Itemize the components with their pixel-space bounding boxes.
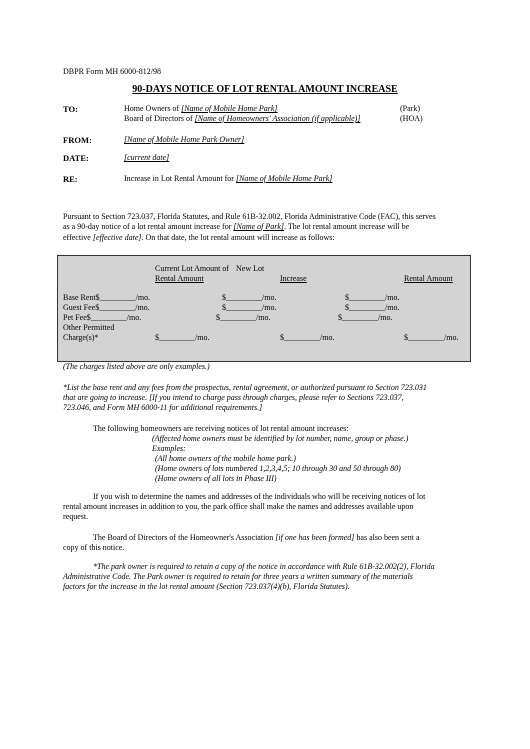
date-label: DATE:	[63, 153, 89, 163]
intro-line-2-suffix: . The lot rental amount increase will be	[284, 222, 410, 231]
guest-fee-new-field[interactable]: $_________/mo.	[345, 303, 400, 312]
pet-fee-new-field[interactable]: $_________/mo.	[338, 313, 393, 322]
row-label-base-rent: Base Rent	[63, 293, 96, 302]
board-formed-field[interactable]: [if one has been formed]	[275, 533, 355, 542]
list-footnote-line-1: *List the base rent and any fees from the prospectus, rental agreement, or authorized pursuant to Section 723.031	[63, 383, 427, 392]
board-line-1	[93, 533, 420, 543]
determine-line-1: If you wish to determine the names and addresses of the individuals who will be receiving notices of lot	[93, 492, 426, 501]
hoa-name-field[interactable]: [Name of Homeowners' Association (if applicable)]	[194, 114, 361, 123]
table-row	[63, 313, 141, 323]
homeowners-example-3: (Home owners of all lots in Phase III)	[155, 474, 277, 483]
col-new-head-1: New Lot	[236, 264, 265, 273]
page-title: 90-DAYS NOTICE OF LOT RENTAL AMOUNT INCREASE	[132, 84, 398, 95]
retain-line-3: factors for the increase in the lot rental amount (Section 723.037(4)(b), Florida Statutes).	[63, 582, 350, 591]
re-prefix: Increase in Lot Rental Amount for	[124, 174, 236, 183]
pet-fee-current-field[interactable]: $_________/mo.	[86, 313, 142, 322]
table-row	[63, 303, 150, 313]
homeowners-line-2: (Affected home owners must be identified by lot number, name, group or phase.)	[152, 434, 409, 443]
board-suffix: has also been sent a	[354, 533, 420, 542]
re-label: RE:	[63, 174, 78, 184]
to-line-park	[124, 104, 278, 114]
homeowners-line-1: The following homeowners are receiving notices of lot rental amount increases:	[93, 424, 349, 433]
determine-line-2: rental amount increases in addition to you, the park office shall make the names and addresses available upon	[63, 502, 414, 511]
park-name-field[interactable]: [Name of Mobile Home Park]	[181, 104, 278, 113]
to-line-hoa	[124, 114, 360, 124]
to-hoa-suffix: (HOA)	[400, 114, 423, 123]
intro-line-3	[63, 233, 335, 243]
board-line-2: copy of this notice.	[63, 543, 125, 552]
homeowners-example-2: (Home owners of lots numbered 1,2,3,4,5; 10 through 30 and 50 through 80)	[155, 464, 401, 473]
list-footnote-line-2: that are going to increase. [If you intend to charge pass through charges, please refer to Sections 723.037,	[63, 393, 404, 402]
row-label-pet-fee: Pet Fee	[63, 313, 87, 322]
current-date-field[interactable]: [current date]	[124, 153, 170, 162]
retain-line-1: *The park owner is required to retain a copy of the notice in accordance with Rule 61B-32.002(2), Florida	[93, 562, 435, 571]
row-label-other-2: Charge(s)*	[63, 333, 99, 342]
intro-line-1: Pursuant to Section 723.037, Florida Statutes, and Rule 61B-32.002, Florida Administrative Code (FAC), this serves	[63, 212, 436, 221]
pet-fee-increase-field[interactable]: $_________/mo.	[216, 313, 271, 322]
table-row	[63, 293, 150, 303]
col-rental-head: Rental Amount	[404, 274, 453, 283]
row-label-guest-fee: Guest Fee	[63, 303, 96, 312]
re-line	[124, 174, 332, 184]
guest-fee-increase-field[interactable]: $_________/mo.	[222, 303, 277, 312]
other-new-field[interactable]: $_________/mo.	[404, 333, 459, 342]
park-owner-field[interactable]: [Name of Mobile Home Park Owner]	[124, 135, 245, 144]
to-park-prefix: Home Owners of	[124, 104, 182, 113]
other-increase-field[interactable]: $_________/mo.	[280, 333, 335, 342]
homeowners-example-1: (All home owners of the mobile home park.)	[155, 454, 296, 463]
list-footnote-line-3: 723.046, and Form MH 6000-11 for additional requirements.]	[63, 403, 263, 412]
base-rent-increase-field[interactable]: $_________/mo.	[222, 293, 277, 302]
intro-line-2	[63, 222, 409, 232]
retain-line-2: Administrative Code. The Park owner is required to retain for three years a written summary of the materials	[63, 572, 413, 581]
col-current-head-1: Current Lot Amount of	[155, 264, 229, 273]
intro-line-3-prefix: effective	[63, 233, 93, 242]
board-prefix: The Board of Directors of the Homeowner's Association	[93, 533, 276, 542]
guest-fee-current-field[interactable]: $_________/mo.	[95, 303, 150, 312]
base-rent-current-field[interactable]: $_________/mo.	[95, 293, 151, 302]
intro-line-2-prefix: as a 90-day notice of a lot rental amount increase for	[63, 222, 234, 231]
to-hoa-prefix: Board of Directors of	[124, 114, 195, 123]
col-increase-head: Increase	[280, 274, 307, 283]
other-current-field[interactable]: $_________/mo.	[155, 333, 210, 342]
to-park-suffix: (Park)	[400, 104, 420, 113]
determine-line-3: request.	[63, 512, 89, 521]
re-park-name-field[interactable]: [Name of Mobile Home Park]	[235, 174, 333, 183]
form-id: DBPR Form MH 6000-812/98	[63, 67, 162, 76]
homeowners-examples-label: Examples:	[152, 444, 186, 453]
intro-line-3-suffix: . On that date, the lot rental amount will increase as follows:	[141, 233, 335, 242]
col-current-head-2: Rental Amount	[155, 274, 204, 283]
row-label-other-1: Other Permitted	[63, 323, 115, 332]
from-label: FROM:	[63, 135, 92, 145]
intro-park-name-field[interactable]: [Name of Park]	[233, 222, 285, 231]
charges-note: (The charges listed above are only examples.)	[63, 362, 210, 371]
base-rent-new-field[interactable]: $_________/mo.	[345, 293, 400, 302]
to-label: TO:	[63, 104, 78, 114]
effective-date-field[interactable]: [effective date]	[92, 233, 142, 242]
